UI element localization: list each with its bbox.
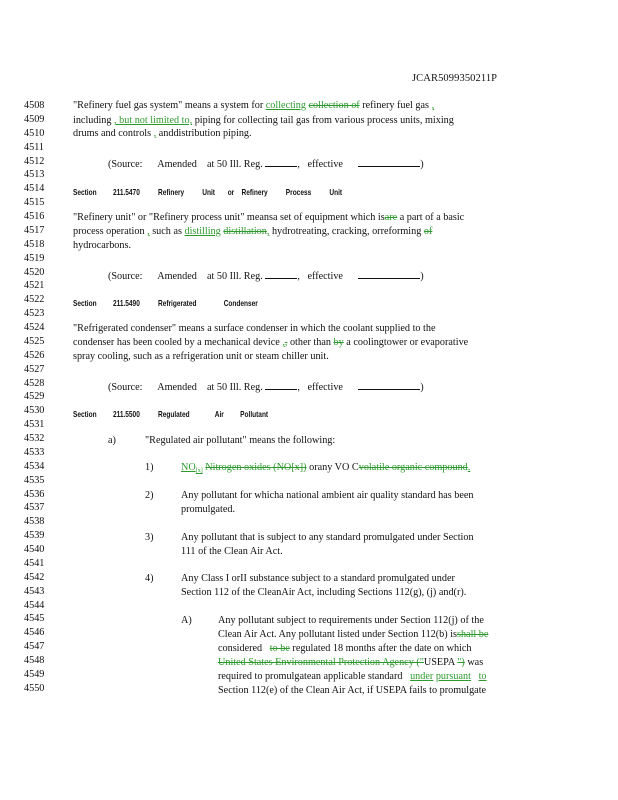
deleted-text: distillation bbox=[223, 226, 267, 237]
line-number: 4511 bbox=[24, 141, 44, 153]
line-number: 4513 bbox=[24, 169, 45, 181]
line-number: 4541 bbox=[24, 557, 45, 569]
inserted-text: collecting bbox=[265, 100, 306, 111]
text: (Source: bbox=[108, 159, 143, 170]
deleted-text: to be bbox=[269, 643, 290, 654]
item-text-3-line-1: Any pollutant that is subject to any standard promulgated under Section bbox=[181, 532, 474, 543]
item-text-3-line-2: 111 of the Clean Air Act. bbox=[181, 546, 283, 557]
source-note: (Source: Amended at 50 Ill. Reg. , effective ) bbox=[108, 382, 424, 393]
line-number: 4540 bbox=[24, 544, 45, 555]
text: Refrigerated bbox=[157, 298, 197, 308]
text: at 50 Ill. Reg. bbox=[207, 382, 263, 393]
subsection-label-a: a) bbox=[108, 435, 116, 446]
line-number: 4528 bbox=[24, 377, 45, 389]
deleted-text: , bbox=[284, 337, 288, 348]
line-number: 4522 bbox=[24, 294, 45, 306]
text: effective bbox=[307, 382, 343, 393]
text: Amended bbox=[157, 271, 197, 282]
line-number: 4518 bbox=[24, 238, 45, 250]
item-label-3: 3) bbox=[145, 532, 154, 543]
line-number: 4519 bbox=[24, 252, 45, 264]
text: effective bbox=[307, 159, 343, 170]
text: at 50 Ill. Reg. bbox=[207, 159, 263, 170]
inserted-text: , but not limited to, bbox=[114, 115, 193, 126]
line-number: 4544 bbox=[24, 599, 45, 611]
line-number: 4521 bbox=[24, 280, 45, 292]
text: ) bbox=[420, 271, 424, 282]
line-number: 4534 bbox=[24, 460, 45, 472]
inserted-text: distilling bbox=[184, 226, 221, 237]
deleted-text: United States Environmental Protection Agency (" bbox=[218, 657, 424, 668]
line-number: 4550 bbox=[24, 682, 45, 694]
text: ) bbox=[420, 159, 424, 170]
subitem-A-line-3 bbox=[218, 644, 472, 654]
text: USEPA bbox=[423, 657, 455, 668]
line-number: 4527 bbox=[24, 363, 45, 375]
text: 211.5490 bbox=[112, 298, 140, 308]
section-heading-5500 bbox=[73, 410, 268, 418]
line-number: 4542 bbox=[24, 571, 45, 583]
item-label-1: 1) bbox=[145, 462, 154, 473]
text: considered bbox=[218, 643, 263, 654]
text: process operation bbox=[73, 226, 145, 237]
paragraph-refrigerated-line-3: spray cooling, such as a refrigeration unit or steam chiller unit. bbox=[73, 351, 329, 362]
deleted-text: of bbox=[423, 226, 433, 237]
blank-line bbox=[265, 269, 297, 279]
line-number: 4510 bbox=[24, 127, 45, 139]
text: Condenser bbox=[223, 298, 258, 308]
text: "Refinery fuel gas system" means a system for bbox=[73, 100, 264, 111]
document-id: JCAR5099350211P bbox=[412, 73, 498, 84]
text: Clean Air Act. Any pollutant listed under Section 112(b) is bbox=[218, 629, 457, 640]
paragraph-refinery-fuel-gas-line-1 bbox=[73, 101, 434, 111]
text: Process bbox=[285, 187, 312, 197]
paragraph-refinery-fuel-gas-line-3 bbox=[73, 129, 252, 139]
deleted-text: are bbox=[384, 212, 398, 223]
blank-line bbox=[358, 269, 420, 279]
line-number: 4536 bbox=[24, 488, 45, 500]
text: Section bbox=[73, 409, 97, 419]
paragraph-refinery-unit-line-1 bbox=[73, 213, 464, 223]
subitem-label-A: A) bbox=[181, 615, 192, 626]
section-heading-5490 bbox=[73, 299, 258, 307]
item-label-2: 2) bbox=[145, 490, 154, 501]
paragraph-refinery-unit-line-3: hydrocarbons. bbox=[73, 240, 131, 251]
text: regulated 18 months after the date on which bbox=[292, 643, 472, 654]
text: such as bbox=[152, 226, 182, 237]
inserted-text: , bbox=[153, 128, 157, 139]
item-label-4: 4) bbox=[145, 573, 154, 584]
line-number: 4545 bbox=[24, 613, 45, 625]
text: at 50 Ill. Reg. bbox=[207, 271, 263, 282]
text: orany VO C bbox=[309, 462, 359, 473]
line-number: 4538 bbox=[24, 516, 45, 528]
text: effective bbox=[307, 271, 343, 282]
text: Regulated bbox=[157, 409, 190, 419]
item-text-4-line-2: Section 112 of the CleanAir Act, including Sections 112(g), (j) and(r). bbox=[181, 587, 467, 598]
text: a part of a basic bbox=[399, 212, 465, 223]
subitem-A-line-4 bbox=[218, 658, 483, 668]
paragraph-refrigerated-line-1: "Refrigerated condenser" means a surface condenser in which the coolant supplied to the bbox=[73, 323, 436, 334]
line-number: 4508 bbox=[24, 100, 45, 111]
blank-line bbox=[265, 157, 297, 167]
text: Refinery bbox=[241, 187, 268, 197]
text: 211.5500 bbox=[112, 409, 140, 419]
inserted-text: to bbox=[478, 671, 487, 682]
text: or bbox=[227, 187, 235, 197]
paragraph-refinery-unit-line-2 bbox=[73, 227, 432, 237]
item-text-2-line-1: Any pollutant for whicha national ambient air quality standard has been bbox=[181, 490, 474, 501]
line-number: 4546 bbox=[24, 627, 45, 639]
line-number: 4547 bbox=[24, 641, 45, 653]
line-number: 4509 bbox=[24, 113, 45, 125]
line-number: 4531 bbox=[24, 419, 45, 431]
text: (Source: bbox=[108, 271, 143, 282]
inserted-subscript: [x] bbox=[195, 468, 203, 474]
text: Amended bbox=[157, 382, 197, 393]
deleted-text: by bbox=[333, 337, 344, 348]
text: piping for collecting tail gas from various process units, mixing bbox=[194, 115, 454, 126]
text: anddistribution piping. bbox=[158, 128, 252, 139]
deleted-text: shall be bbox=[457, 629, 489, 640]
line-number: 4515 bbox=[24, 197, 45, 209]
deleted-text: collection of bbox=[308, 100, 360, 111]
line-number: 4523 bbox=[24, 308, 45, 320]
line-number: 4535 bbox=[24, 474, 45, 486]
text: "Refinery unit" or "Refinery process unit" meansa set of equipment which is bbox=[73, 212, 385, 223]
deleted-text: volatile organic compound bbox=[358, 462, 468, 473]
line-number: 4533 bbox=[24, 446, 45, 458]
blank-line bbox=[265, 380, 297, 390]
source-note: (Source: Amended at 50 Ill. Reg. , effective ) bbox=[108, 159, 424, 170]
text: was bbox=[467, 657, 484, 668]
inserted-text: under bbox=[410, 671, 434, 682]
line-number: 4512 bbox=[24, 155, 45, 167]
blank-line bbox=[358, 380, 420, 390]
inserted-text: pursuant bbox=[435, 671, 471, 682]
subitem-A-line-5 bbox=[218, 672, 487, 682]
line-number: 4537 bbox=[24, 502, 45, 514]
text: Refinery bbox=[157, 187, 185, 197]
deleted-text: ") bbox=[457, 657, 465, 668]
text: Unit bbox=[329, 187, 343, 197]
inserted-text: . bbox=[467, 462, 471, 473]
text: condenser has been cooled by a mechanical device bbox=[73, 337, 280, 348]
inserted-text: , bbox=[431, 100, 435, 111]
subitem-A-line-1: Any pollutant subject to requirements under Section 112(j) of the bbox=[218, 615, 484, 626]
inserted-text: , bbox=[266, 226, 270, 237]
line-number: 4543 bbox=[24, 585, 45, 597]
item-text-4-line-1: Any Class I orII substance subject to a standard promulgated under bbox=[181, 573, 455, 584]
line-number: 4516 bbox=[24, 211, 45, 222]
subitem-A-line-6: Section 112(e) of the Clean Air Act, if USEPA fails to promulgate bbox=[218, 685, 487, 696]
text: Amended bbox=[157, 159, 197, 170]
line-number: 4548 bbox=[24, 655, 45, 666]
text: refinery fuel gas bbox=[362, 100, 430, 111]
item-text-2-line-2: promulgated. bbox=[181, 504, 236, 515]
text: including bbox=[73, 115, 112, 126]
text: a coolingtower or evaporative bbox=[346, 337, 469, 348]
text: Air bbox=[214, 409, 224, 419]
line-number: 4532 bbox=[24, 433, 45, 444]
line-number: 4539 bbox=[24, 530, 45, 542]
line-number: 4526 bbox=[24, 349, 45, 361]
text: 211.5470 bbox=[112, 187, 140, 197]
text: other than bbox=[289, 337, 331, 348]
text: hydrotreating, cracking, orreforming bbox=[271, 226, 422, 237]
inserted-text: NO bbox=[181, 462, 196, 473]
text: required to promulgatean applicable standard bbox=[218, 671, 403, 682]
line-number: 4529 bbox=[24, 391, 45, 403]
text: Pollutant bbox=[240, 409, 269, 419]
inserted-text: , bbox=[147, 226, 150, 237]
item-text-1 bbox=[181, 463, 470, 474]
line-number: 4530 bbox=[24, 405, 45, 417]
text: (Source: bbox=[108, 382, 143, 393]
subsection-text-a: "Regulated air pollutant" means the following: bbox=[145, 435, 336, 446]
paragraph-refinery-fuel-gas-line-2 bbox=[73, 116, 454, 126]
text: Section bbox=[73, 187, 97, 197]
source-note: (Source: Amended at 50 Ill. Reg. , effective ) bbox=[108, 271, 424, 282]
subitem-A-line-2 bbox=[218, 630, 488, 640]
text: ) bbox=[420, 382, 424, 393]
blank-line bbox=[358, 157, 420, 167]
line-number: 4549 bbox=[24, 668, 45, 680]
deleted-text: Nitrogen oxides (NO[x]) bbox=[205, 462, 307, 473]
line-number: 4524 bbox=[24, 322, 45, 333]
paragraph-refrigerated-line-2 bbox=[73, 338, 468, 348]
text: Section bbox=[73, 298, 97, 308]
text: drums and controls bbox=[73, 128, 152, 139]
text: Unit bbox=[202, 187, 215, 197]
line-number: 4517 bbox=[24, 224, 45, 236]
line-number: 4525 bbox=[24, 335, 45, 347]
line-number: 4520 bbox=[24, 266, 45, 278]
inserted-text: , bbox=[282, 337, 285, 348]
line-number: 4514 bbox=[24, 183, 45, 195]
section-heading-5470 bbox=[73, 188, 342, 196]
